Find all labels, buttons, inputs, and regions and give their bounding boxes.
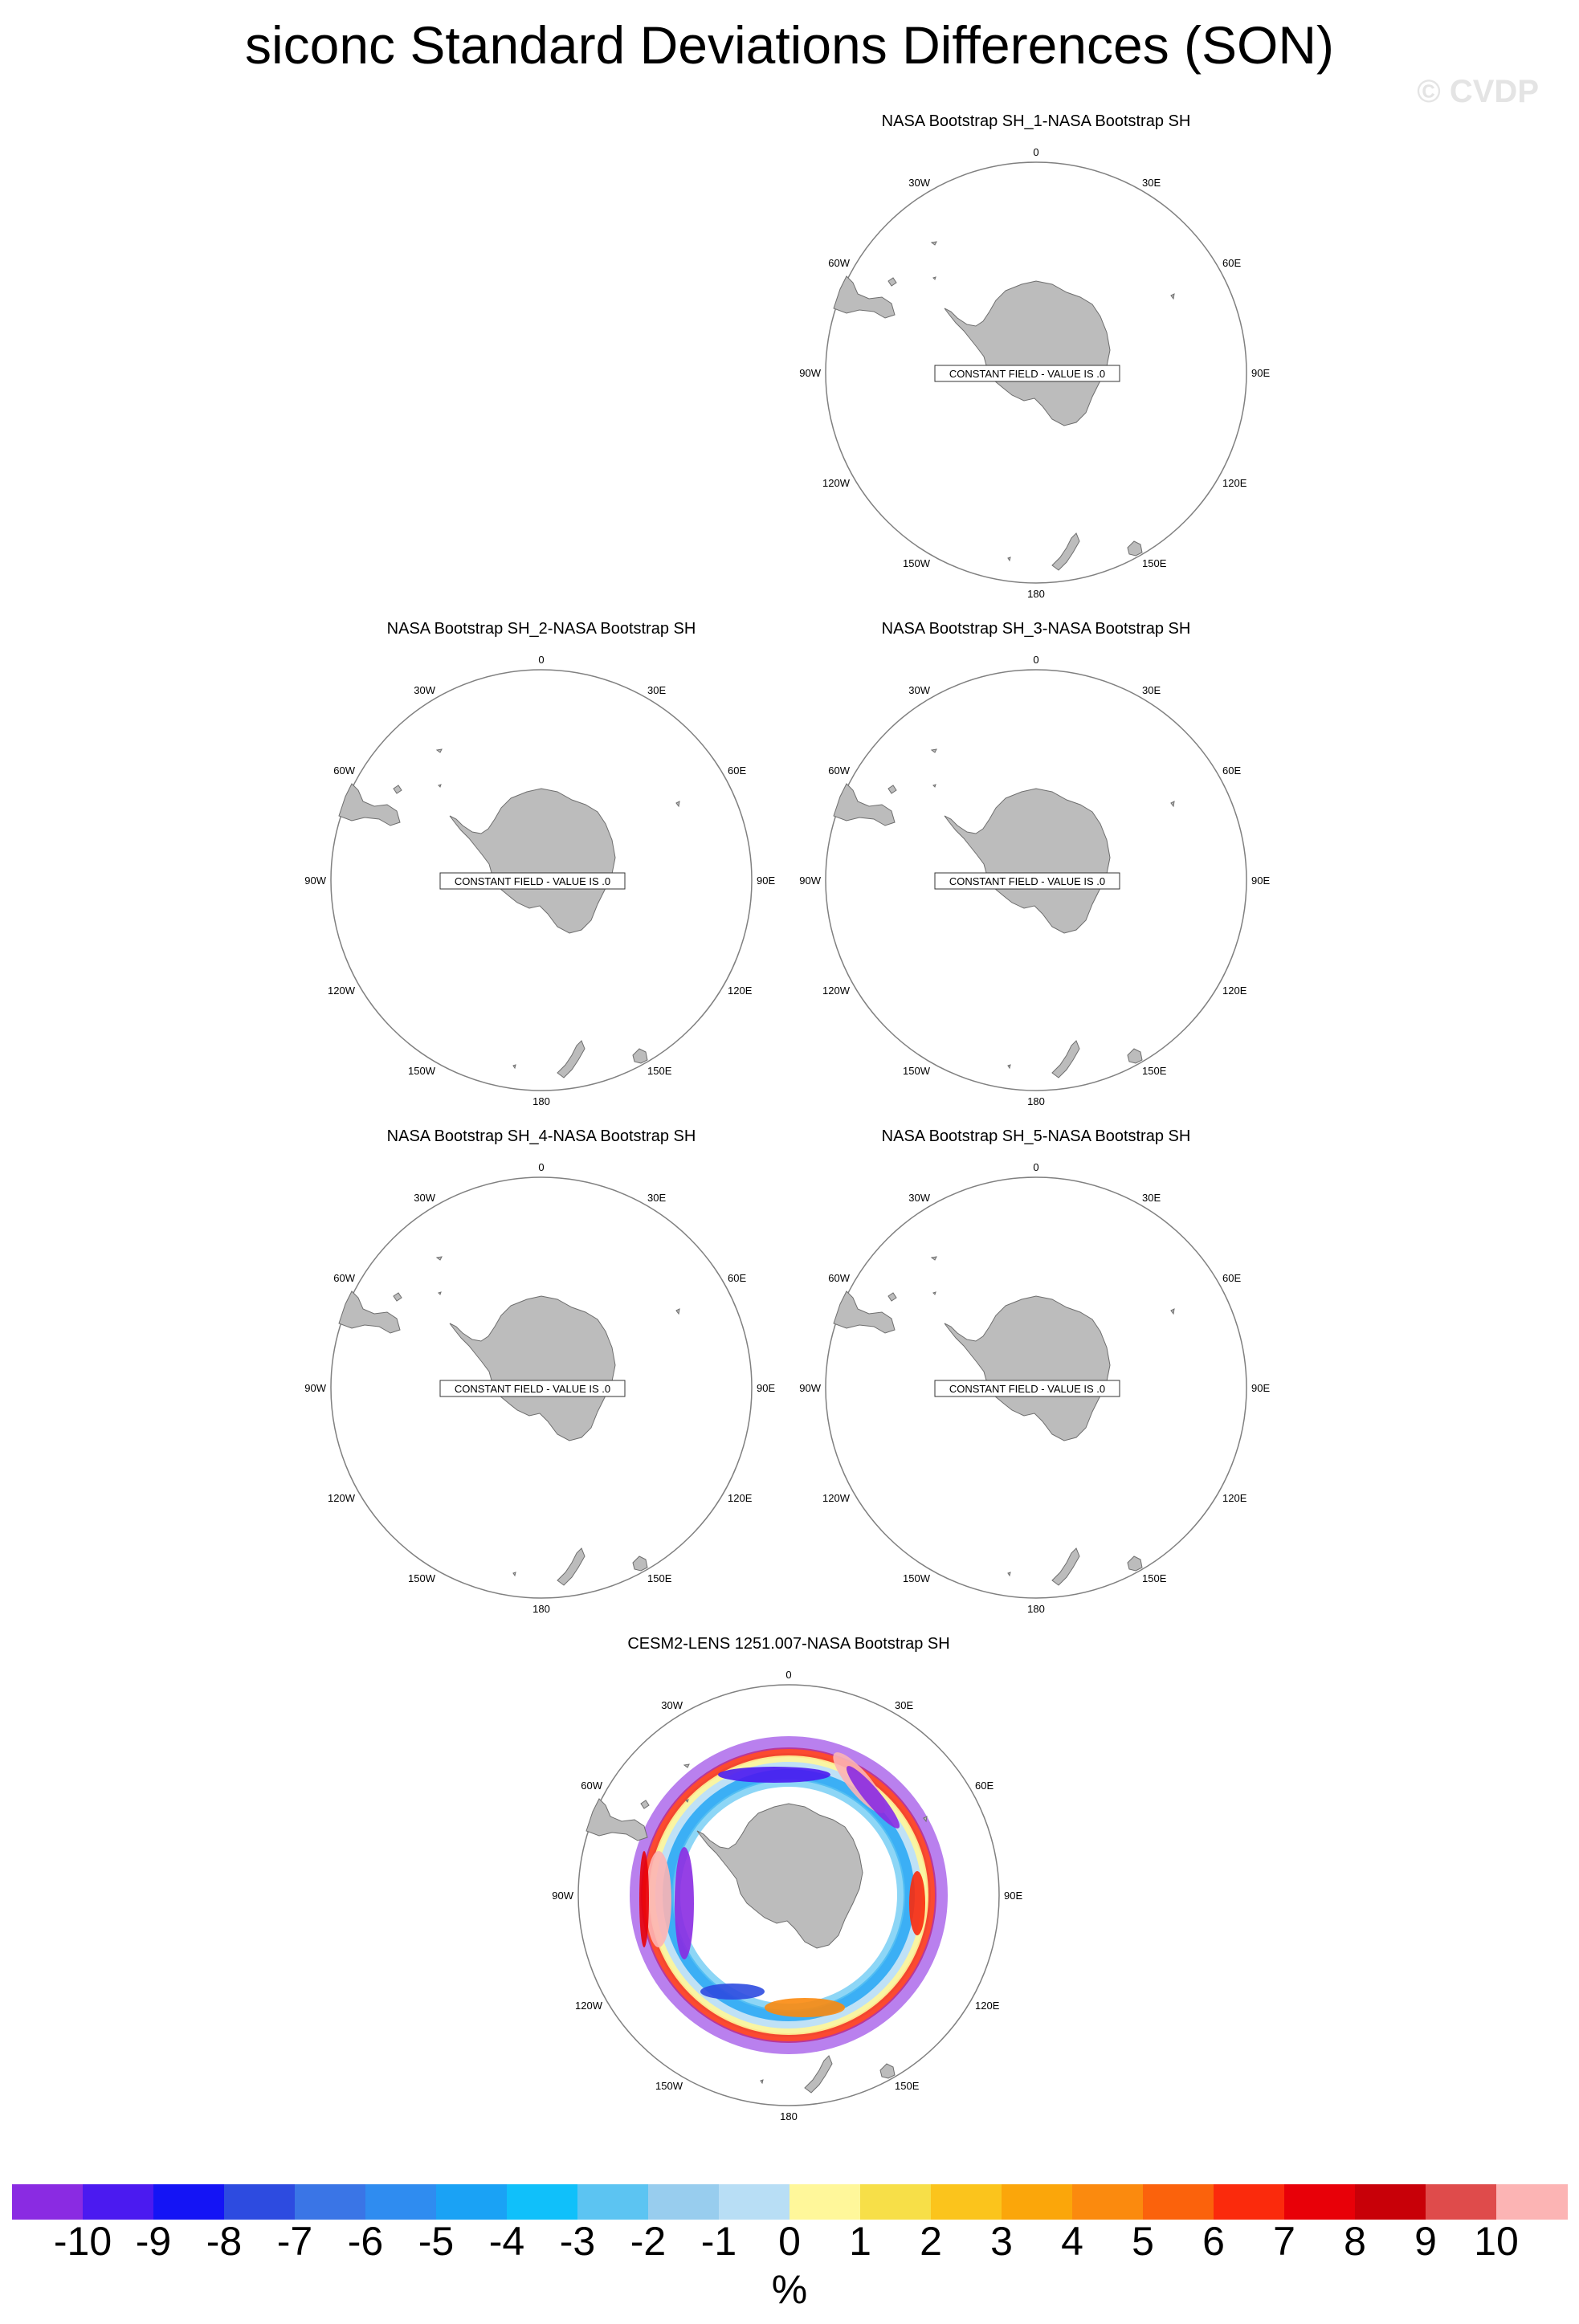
falkland-islands xyxy=(888,785,896,793)
south-georgia-island xyxy=(437,749,442,752)
watermark: © CVDP xyxy=(1417,74,1539,109)
constant-field-label: CONSTANT FIELD - VALUE IS .0 xyxy=(454,875,611,887)
constant-field-label: CONSTANT FIELD - VALUE IS .0 xyxy=(949,1383,1106,1395)
colorbar-box xyxy=(790,2184,861,2220)
field-anomaly-8 xyxy=(765,1998,845,2017)
lon-label-90w: 90W xyxy=(799,367,821,379)
colorbar-tick-label: -5 xyxy=(418,2219,455,2264)
tasmania-landmass xyxy=(1128,1049,1142,1063)
polar-map xyxy=(799,647,1271,1129)
falkland-islands xyxy=(394,785,402,793)
colorbar-box xyxy=(365,2184,437,2220)
panel-title: NASA Bootstrap SH_3-NASA Bootstrap SH xyxy=(881,620,1191,638)
colorbar-box xyxy=(295,2184,366,2220)
antarctica-landmass xyxy=(450,1296,615,1441)
antarctica-landmass xyxy=(697,1804,863,1948)
new-zealand-landmass xyxy=(1052,533,1079,570)
constant-field-label: CONSTANT FIELD - VALUE IS .0 xyxy=(949,368,1106,380)
field-anomaly-2 xyxy=(639,1851,649,1947)
colorbar-box xyxy=(931,2184,1002,2220)
lon-label-60w: 60W xyxy=(828,1272,850,1284)
sub-antarctic-island xyxy=(933,785,936,787)
colorbar-tick-label: 6 xyxy=(1202,2219,1225,2264)
lon-label-60e: 60E xyxy=(728,1272,747,1284)
tasmania-landmass xyxy=(1128,541,1142,556)
polar-map xyxy=(304,647,776,1129)
colorbar-tick-label: -1 xyxy=(700,2219,737,2264)
antarctica-landmass xyxy=(945,281,1110,426)
lon-label-90w: 90W xyxy=(552,1890,573,1902)
lon-label-60e: 60E xyxy=(975,1780,994,1792)
kerguelen-island xyxy=(676,801,679,806)
sub-antarctic-island xyxy=(933,277,936,279)
field-anomaly-3 xyxy=(675,1847,694,1959)
map-panel-2 xyxy=(304,620,776,1126)
colorbar-tick-label: -3 xyxy=(559,2219,596,2264)
lon-label-30w: 30W xyxy=(661,1699,683,1711)
lon-label-90e: 90E xyxy=(1251,367,1271,379)
lon-label-0: 0 xyxy=(1033,1161,1039,1173)
colorbar-tick-label: 9 xyxy=(1414,2219,1437,2264)
colorbar-tick-label: -8 xyxy=(206,2219,243,2264)
lon-label-120e: 120E xyxy=(728,1492,753,1504)
lon-label-150e: 150E xyxy=(1142,557,1167,569)
lon-label-150e: 150E xyxy=(895,2080,920,2092)
lon-label-120e: 120E xyxy=(1222,985,1247,997)
colorbar-tick-label: 3 xyxy=(990,2219,1013,2264)
lon-label-0: 0 xyxy=(1033,654,1039,666)
colorbar-tick-label: 8 xyxy=(1344,2219,1366,2264)
colorbar-box xyxy=(12,2184,84,2220)
panel-title: CESM2-LENS 1251.007-NASA Bootstrap SH xyxy=(627,1635,950,1653)
colorbar-box xyxy=(1355,2184,1426,2220)
polar-map xyxy=(799,1155,1271,1637)
colorbar-box xyxy=(1002,2184,1073,2220)
constant-field-box xyxy=(935,873,1120,889)
tasmania-landmass xyxy=(633,1556,647,1571)
kerguelen-island xyxy=(1171,1309,1174,1314)
new-zealand-landmass xyxy=(805,2056,832,2093)
colorbar-tick-label: -2 xyxy=(630,2219,667,2264)
south-georgia-island xyxy=(932,749,936,752)
colorbar-box xyxy=(1426,2184,1497,2220)
lon-label-180: 180 xyxy=(1027,588,1045,600)
lon-label-120w: 120W xyxy=(822,477,850,489)
lon-label-60e: 60E xyxy=(1222,1272,1242,1284)
lon-label-30e: 30E xyxy=(1142,684,1161,696)
constant-field-box xyxy=(440,873,625,889)
new-zealand-landmass xyxy=(557,1041,585,1078)
macquarie-island xyxy=(513,1572,516,1576)
tasmania-landmass xyxy=(633,1049,647,1063)
lon-label-120w: 120W xyxy=(822,985,850,997)
south-america-landmass xyxy=(339,1291,400,1333)
colorbar-box xyxy=(719,2184,790,2220)
lon-label-0: 0 xyxy=(785,1669,792,1681)
tasmania-landmass xyxy=(1128,1556,1142,1571)
falkland-islands xyxy=(641,1800,649,1808)
kerguelen-island xyxy=(1171,801,1174,806)
falkland-islands xyxy=(888,278,896,286)
lon-label-120w: 120W xyxy=(575,2000,602,2012)
lon-label-30w: 30W xyxy=(908,177,930,189)
lon-label-150e: 150E xyxy=(647,1065,672,1077)
lon-label-150w: 150W xyxy=(408,1065,435,1077)
panel-title: NASA Bootstrap SH_1-NASA Bootstrap SH xyxy=(881,112,1191,130)
lon-label-60w: 60W xyxy=(333,764,355,777)
lon-label-90e: 90E xyxy=(1004,1890,1023,1902)
lon-label-150w: 150W xyxy=(903,1065,930,1077)
constant-field-box xyxy=(935,1380,1120,1396)
colorbar-tick-label: 5 xyxy=(1132,2219,1154,2264)
lon-label-120w: 120W xyxy=(822,1492,850,1504)
lon-label-30e: 30E xyxy=(895,1699,914,1711)
lon-label-120w: 120W xyxy=(328,1492,355,1504)
constant-field-label: CONSTANT FIELD - VALUE IS .0 xyxy=(454,1383,611,1395)
lon-label-150e: 150E xyxy=(1142,1572,1167,1584)
lon-label-120e: 120E xyxy=(975,2000,1000,2012)
polar-map xyxy=(304,1155,776,1637)
colorbar-box xyxy=(1284,2184,1356,2220)
lon-label-150w: 150W xyxy=(408,1572,435,1584)
colorbar-box xyxy=(1496,2184,1568,2220)
colorbar-box xyxy=(153,2184,225,2220)
lon-label-180: 180 xyxy=(1027,1095,1045,1107)
lon-label-90w: 90W xyxy=(799,875,821,887)
lon-label-150w: 150W xyxy=(903,557,930,569)
colorbar-tick-label: 1 xyxy=(849,2219,871,2264)
antarctica-landmass xyxy=(450,789,615,933)
colorbar-box xyxy=(436,2184,508,2220)
lon-label-0: 0 xyxy=(538,654,545,666)
south-america-landmass xyxy=(834,1291,895,1333)
lon-label-30e: 30E xyxy=(647,1192,667,1204)
panel-title: NASA Bootstrap SH_4-NASA Bootstrap SH xyxy=(386,1127,696,1145)
colorbar-box xyxy=(860,2184,932,2220)
lon-label-30w: 30W xyxy=(414,1192,435,1204)
lon-label-180: 180 xyxy=(532,1095,550,1107)
lon-label-60w: 60W xyxy=(333,1272,355,1284)
field-anomaly-6 xyxy=(718,1767,830,1783)
map-panel-3 xyxy=(799,620,1271,1126)
lon-label-90e: 90E xyxy=(1251,1382,1271,1394)
south-georgia-island xyxy=(437,1257,442,1260)
colorbar-tick-label: -10 xyxy=(53,2219,112,2264)
lon-label-30e: 30E xyxy=(647,684,667,696)
panel-title: NASA Bootstrap SH_2-NASA Bootstrap SH xyxy=(386,620,696,638)
lon-label-60e: 60E xyxy=(728,764,747,777)
polar-map xyxy=(799,140,1271,622)
sub-antarctic-island xyxy=(439,785,441,787)
antarctica-landmass xyxy=(945,1296,1110,1441)
colorbar-tick-label: -7 xyxy=(276,2219,313,2264)
colorbar-box xyxy=(1214,2184,1285,2220)
lon-label-90w: 90W xyxy=(799,1382,821,1394)
kerguelen-island xyxy=(1171,294,1174,299)
kerguelen-island xyxy=(676,1309,679,1314)
lon-label-150e: 150E xyxy=(1142,1065,1167,1077)
lon-label-60w: 60W xyxy=(581,1780,602,1792)
falkland-islands xyxy=(888,1293,896,1301)
colorbar-box xyxy=(507,2184,578,2220)
lon-label-180: 180 xyxy=(1027,1603,1045,1615)
lon-label-150w: 150W xyxy=(655,2080,683,2092)
lon-label-90e: 90E xyxy=(1251,875,1271,887)
lon-label-60e: 60E xyxy=(1222,764,1242,777)
south-america-landmass xyxy=(339,784,400,826)
colorbar xyxy=(12,2184,1567,2220)
constant-field-box xyxy=(935,365,1120,381)
lon-label-90e: 90E xyxy=(757,875,776,887)
colorbar-tick-label: 7 xyxy=(1273,2219,1295,2264)
lon-label-30w: 30W xyxy=(908,684,930,696)
macquarie-island xyxy=(1008,557,1010,561)
new-zealand-landmass xyxy=(557,1548,585,1585)
colorbar-box xyxy=(1072,2184,1144,2220)
colorbar-box xyxy=(648,2184,720,2220)
colorbar-units: % xyxy=(771,2267,808,2312)
colorbar-box xyxy=(1143,2184,1214,2220)
field-anomaly-7 xyxy=(700,1984,765,2000)
colorbar-box xyxy=(83,2184,154,2220)
lon-label-30e: 30E xyxy=(1142,1192,1161,1204)
lon-label-60w: 60W xyxy=(828,257,850,269)
map-panel-1 xyxy=(799,112,1271,618)
colorbar-tick-label: 2 xyxy=(920,2219,942,2264)
lon-label-150e: 150E xyxy=(647,1572,672,1584)
lon-label-0: 0 xyxy=(1033,146,1039,158)
lon-label-120e: 120E xyxy=(1222,477,1247,489)
constant-field-box xyxy=(440,1380,625,1396)
lon-label-120e: 120E xyxy=(728,985,753,997)
map-panel-6 xyxy=(552,1635,1023,2141)
lon-label-60w: 60W xyxy=(828,764,850,777)
south-georgia-island xyxy=(932,242,936,245)
figure-title: siconc Standard Deviations Differences (SON) xyxy=(244,15,1335,75)
lon-label-30w: 30W xyxy=(908,1192,930,1204)
new-zealand-landmass xyxy=(1052,1548,1079,1585)
map-panel-5 xyxy=(799,1127,1271,1633)
lon-label-90w: 90W xyxy=(304,1382,326,1394)
lon-label-0: 0 xyxy=(538,1161,545,1173)
lon-label-180: 180 xyxy=(780,2110,798,2122)
lon-label-60e: 60E xyxy=(1222,257,1242,269)
macquarie-island xyxy=(761,2080,763,2083)
colorbar-tick-label: -6 xyxy=(347,2219,384,2264)
sub-antarctic-island xyxy=(933,1292,936,1295)
lon-label-30w: 30W xyxy=(414,684,435,696)
polar-map xyxy=(552,1662,1023,2144)
lon-label-120w: 120W xyxy=(328,985,355,997)
lon-label-180: 180 xyxy=(532,1603,550,1615)
macquarie-island xyxy=(1008,1572,1010,1576)
colorbar-tick-label: -9 xyxy=(135,2219,172,2264)
field-anomaly-1 xyxy=(646,1851,671,1947)
tasmania-landmass xyxy=(880,2064,895,2078)
south-america-landmass xyxy=(586,1799,647,1841)
lon-label-90e: 90E xyxy=(757,1382,776,1394)
antarctica-landmass xyxy=(945,789,1110,933)
map-panel-4 xyxy=(304,1127,776,1633)
lon-label-120e: 120E xyxy=(1222,1492,1247,1504)
colorbar-tick-label: 10 xyxy=(1474,2219,1519,2264)
colorbar-box xyxy=(577,2184,649,2220)
panel-title: NASA Bootstrap SH_5-NASA Bootstrap SH xyxy=(881,1127,1191,1145)
south-georgia-island xyxy=(932,1257,936,1260)
south-georgia-island xyxy=(684,1764,689,1767)
macquarie-island xyxy=(1008,1065,1010,1068)
colorbar-tick-label: 4 xyxy=(1061,2219,1083,2264)
colorbar-box xyxy=(224,2184,296,2220)
sub-antarctic-island xyxy=(439,1292,441,1295)
colorbar-tick-label: -4 xyxy=(488,2219,525,2264)
constant-field-label: CONSTANT FIELD - VALUE IS .0 xyxy=(949,875,1106,887)
falkland-islands xyxy=(394,1293,402,1301)
lon-label-90w: 90W xyxy=(304,875,326,887)
macquarie-island xyxy=(513,1065,516,1068)
south-america-landmass xyxy=(834,784,895,826)
field-anomaly-9 xyxy=(909,1871,925,1935)
new-zealand-landmass xyxy=(1052,1041,1079,1078)
colorbar-tick-label: 0 xyxy=(778,2219,801,2264)
lon-label-30e: 30E xyxy=(1142,177,1161,189)
lon-label-150w: 150W xyxy=(903,1572,930,1584)
south-america-landmass xyxy=(834,276,895,318)
